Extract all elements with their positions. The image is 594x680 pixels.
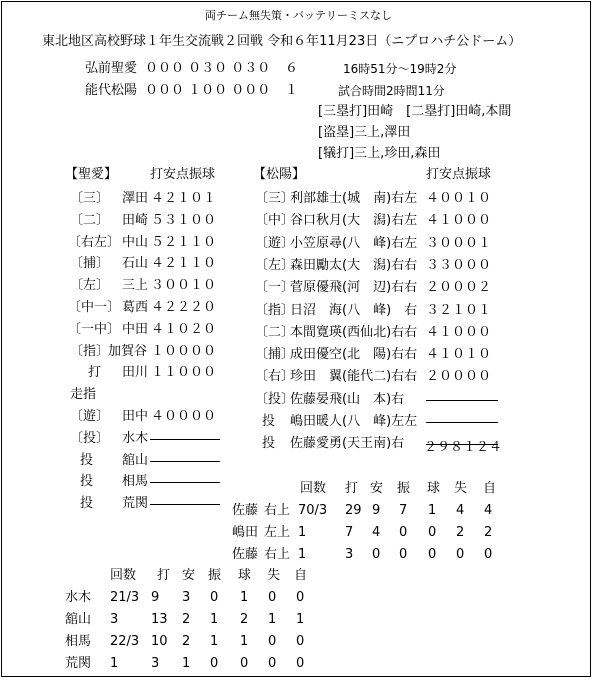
batting-stats: ４２１０１	[151, 191, 217, 206]
batting-position: 〔一〕	[255, 280, 295, 295]
pitching-stat: 0	[484, 547, 493, 562]
batting-stats: ４２２２０	[151, 300, 217, 315]
pitching-stat: 0	[268, 634, 277, 649]
pitching-stat: 3	[151, 656, 160, 671]
batting-stats: ３３０００	[426, 258, 492, 273]
batting-position: 〔遊〕	[255, 236, 295, 251]
pitching-stat: 0	[456, 547, 465, 562]
batting-position: 〔捕〕	[70, 256, 110, 271]
batting-stats: ２０００２	[426, 280, 492, 295]
batting-position: 〔中一〕	[68, 300, 121, 315]
pitching-stat: 1	[182, 656, 191, 671]
pitcher-hand: 右上	[264, 547, 291, 562]
batting-stats: ３００１０	[151, 278, 217, 293]
batting-position: 〔三〕	[255, 191, 295, 206]
player-name: 葛西	[122, 300, 149, 315]
batting-position: 〔三〕	[70, 191, 110, 206]
player-name: 本間寛瑛(西仙北)右右	[290, 325, 418, 340]
pitching-stat: 1	[298, 525, 307, 540]
batting-position: 〔左〕	[70, 278, 110, 293]
note-sacrifices: [犠打]三上,珍田,森田	[318, 146, 441, 161]
shoyo-total: ２９８１２４	[424, 440, 503, 455]
batting-position: 〔捕〕	[255, 347, 295, 362]
no-batting-line	[426, 400, 498, 401]
batting-stats: ４１０１０	[426, 347, 492, 362]
pitching-stat: 3	[345, 547, 354, 562]
pitching-column-header: 安	[182, 568, 196, 583]
pitching-column-header: 回数	[300, 481, 327, 496]
batting-position: 投	[262, 436, 276, 451]
no-error-note: 両チーム無失策・バッテリーミスなし	[205, 9, 392, 22]
batting-stats: ３２１０１	[426, 303, 492, 318]
batting-stats: １１０００	[151, 365, 217, 380]
batting-stats: ４１０２０	[151, 322, 217, 337]
no-batting-line	[150, 439, 220, 440]
player-name: 珍田 翼(能代二)右右	[290, 369, 418, 384]
player-name: 荒関	[122, 496, 149, 511]
pitching-column-header: 自	[294, 568, 308, 583]
player-name: 佐藤愛勇(天王南)右	[290, 436, 405, 451]
pitching-column-header: 安	[370, 481, 384, 496]
no-batting-line	[150, 504, 220, 505]
linescore-team: 能代松陽	[85, 83, 138, 98]
pitching-stat: 0	[399, 525, 408, 540]
note-steals: [盗塁]三上,澤田	[318, 125, 411, 140]
player-name: 水木	[122, 431, 149, 446]
pitching-stat: 1	[298, 547, 307, 562]
batting-position: 〔右〕	[255, 369, 295, 384]
note-triples-doubles: [三塁打]田崎 [二塁打]田崎,本間	[318, 104, 512, 119]
batting-position: 〔二〕	[70, 213, 110, 228]
pitching-stat: 1	[210, 634, 219, 649]
batting-stats: ４００００	[151, 409, 217, 424]
pitching-stat: 3	[110, 612, 119, 627]
batting-position: 〔指〕	[70, 344, 110, 359]
pitching-stat: 21/3	[110, 590, 140, 605]
pitching-stat: 2	[182, 612, 191, 627]
pitching-stat: 3	[182, 590, 191, 605]
batting-stats: ５３１００	[151, 213, 217, 228]
pitcher-name: 佐藤	[232, 547, 259, 562]
batting-position: 〔指〕	[255, 303, 295, 318]
pitching-stat: 1	[268, 612, 277, 627]
no-batting-line	[426, 422, 498, 423]
pitching-stat: 2	[240, 612, 249, 627]
pitching-stat: 2	[182, 634, 191, 649]
pitching-column-header: 球	[427, 481, 441, 496]
pitching-stat: 0	[210, 656, 219, 671]
player-name: 澤田	[122, 191, 149, 206]
batting-position: 〔左〕	[255, 258, 295, 273]
pitching-column-header: 打	[157, 568, 171, 583]
seiai-header: 【聖愛】	[65, 167, 118, 182]
pitching-stat: 7	[399, 503, 408, 518]
pitching-stat: 0	[296, 590, 305, 605]
pitcher-name: 荒関	[65, 656, 92, 671]
player-name: 中田	[122, 322, 149, 337]
game-time: 16時51分～19時2分	[343, 62, 457, 76]
pitching-stat: 1	[428, 503, 437, 518]
pitching-stat: 2	[456, 525, 465, 540]
pitching-stat: 0	[240, 656, 249, 671]
batting-position: 〔右左〕	[68, 235, 121, 250]
pitching-stat: 22/3	[110, 634, 140, 649]
batting-stats: ４１０００	[426, 213, 492, 228]
no-batting-line	[150, 482, 220, 483]
batting-stats: １００００	[151, 344, 217, 359]
linescore-team: 弘前聖愛	[85, 61, 138, 76]
pitching-stat: 0	[296, 656, 305, 671]
pitching-stat: 70/3	[298, 503, 328, 518]
player-name: 日沼 海(八 峰) 右	[290, 303, 418, 318]
player-name: 田崎	[122, 213, 149, 228]
batting-position: 投	[262, 414, 276, 429]
pitching-stat: 0	[372, 547, 381, 562]
pitching-stat: 0	[296, 634, 305, 649]
pitching-column-header: 打	[345, 481, 359, 496]
batting-stats: ３０００１	[426, 236, 492, 251]
batting-position: 〔一中〕	[68, 322, 121, 337]
pitching-column-header: 失	[267, 568, 281, 583]
player-name: 菅原優飛(河 辺)右右	[290, 280, 418, 295]
pitcher-name: 相馬	[65, 634, 92, 649]
batting-position: 投	[80, 453, 94, 468]
pitching-column-header: 球	[238, 568, 252, 583]
player-name: 小笠原尋(八 峰)右左	[290, 236, 418, 251]
pitching-stat: 1	[240, 590, 249, 605]
pitching-stat: 1	[110, 656, 119, 671]
pitching-stat: 0	[428, 547, 437, 562]
batting-position: 投	[80, 496, 94, 511]
batting-position: 〔投〕	[255, 392, 295, 407]
pitcher-name: 佐藤	[232, 503, 259, 518]
game-duration: 試合時間2時間11分	[338, 84, 445, 98]
pitching-stat: 4	[372, 525, 381, 540]
batting-position: 投	[80, 474, 94, 489]
player-name: 森田勵太(大 潟)右右	[290, 258, 418, 273]
player-name: 嶋田暖人(八 峰)左左	[290, 414, 418, 429]
pitching-stat: 0	[428, 525, 437, 540]
pitching-column-header: 振	[208, 568, 222, 583]
shoyo-stat-columns: 打安点振球	[426, 167, 492, 182]
seiai-stat-columns: 打安点振球	[150, 167, 216, 182]
shoyo-header: 【松陽】	[253, 167, 306, 182]
pitching-stat: 1	[210, 612, 219, 627]
batting-position: 走指	[70, 387, 97, 402]
pitching-stat: 4	[456, 503, 465, 518]
no-batting-line	[150, 461, 220, 462]
pitching-stat: 13	[151, 612, 168, 627]
batting-stats: ４２１１０	[151, 256, 217, 271]
pitching-stat: 9	[151, 590, 160, 605]
player-name: 成田優空(北 陽)右右	[290, 347, 418, 362]
pitching-stat: 4	[484, 503, 493, 518]
pitcher-name: 舘山	[65, 612, 92, 627]
pitching-stat: 9	[372, 503, 381, 518]
player-name: 谷口秋月(大 潟)右左	[290, 213, 418, 228]
pitcher-name: 嶋田	[232, 525, 259, 540]
linescore-total: １	[285, 83, 299, 98]
pitching-column-header: 振	[397, 481, 411, 496]
batting-position: 打	[88, 365, 102, 380]
player-name: 舘山	[122, 453, 149, 468]
batting-position: 〔中〕	[255, 213, 295, 228]
batting-position: 〔二〕	[255, 325, 295, 340]
pitching-stat: 10	[151, 634, 168, 649]
player-name: 石山	[122, 256, 149, 271]
player-name: 田中	[122, 409, 149, 424]
pitcher-hand: 左上	[264, 525, 291, 540]
linescore-innings: ０００ １００ ０００	[145, 83, 271, 98]
pitching-column-header: 回数	[110, 568, 137, 583]
game-title: 東北地区高校野球１年生交流戦２回戦 令和６年11月23日（ニプロハチ公ドーム）	[42, 34, 522, 49]
pitching-stat: 0	[268, 590, 277, 605]
player-name: 相馬	[122, 474, 149, 489]
batting-stats: ２００００	[426, 369, 492, 384]
batting-stats: ４１０００	[426, 325, 492, 340]
player-name: 中山	[122, 235, 149, 250]
pitching-column-header: 失	[454, 481, 468, 496]
pitching-stat: 0	[399, 547, 408, 562]
pitching-stat: 1	[296, 612, 305, 627]
pitching-stat: 0	[210, 590, 219, 605]
pitcher-name: 水木	[65, 590, 92, 605]
pitching-column-header: 自	[483, 481, 497, 496]
pitching-stat: 29	[345, 503, 362, 518]
pitching-stat: 7	[345, 525, 354, 540]
player-name: 三上	[122, 278, 149, 293]
pitching-stat: 1	[240, 634, 249, 649]
pitching-stat: 0	[268, 656, 277, 671]
pitcher-hand: 右上	[264, 503, 291, 518]
player-name: 田川	[122, 365, 149, 380]
batting-position: 〔遊〕	[70, 409, 110, 424]
batting-stats: ５２１１０	[151, 235, 217, 250]
player-name: 加賀谷	[108, 344, 148, 359]
batting-position: 〔投〕	[70, 431, 110, 446]
linescore-total: ６	[285, 61, 299, 76]
pitching-stat: 2	[484, 525, 493, 540]
batting-stats: ４００１０	[426, 191, 492, 206]
player-name: 利部雄士(城 南)右左	[290, 191, 418, 206]
player-name: 佐藤晏飛(山 本)右	[290, 392, 405, 407]
linescore-innings: ０００ ０３０ ０３０	[145, 61, 271, 76]
